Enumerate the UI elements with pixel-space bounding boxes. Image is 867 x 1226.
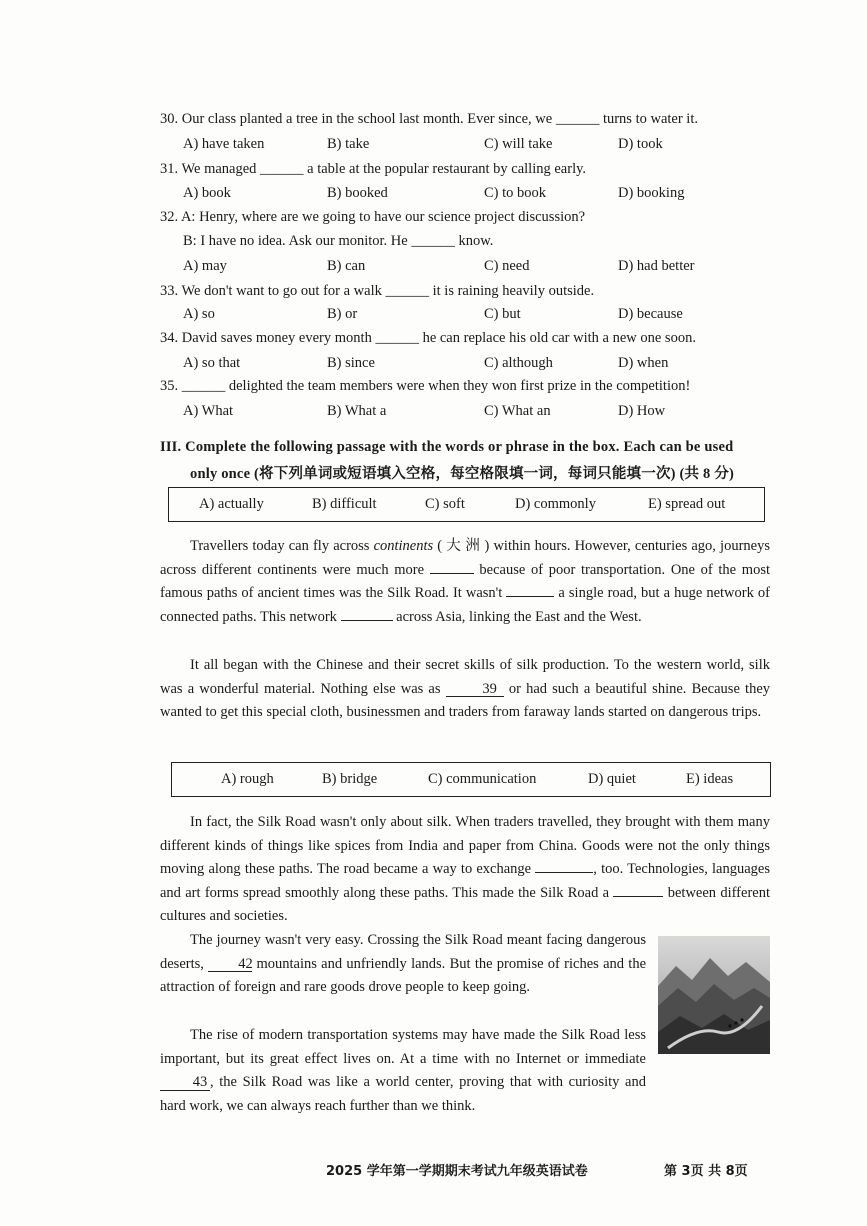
question-stem: 35. ______ delighted the team members were when they won first prize in the competition! xyxy=(160,378,691,394)
footer-page-number: 第 3页 共 8页 xyxy=(664,1164,748,1179)
option-c: C) need xyxy=(484,258,530,274)
option-d: D) had better xyxy=(618,258,695,274)
word-box-item: C) communication xyxy=(428,771,537,787)
blank-43[interactable]: 43 xyxy=(160,1075,210,1091)
question-stem: 33. We don't want to go out for a walk ______ it is raining heavily outside. xyxy=(160,283,595,299)
word-box-item: C) soft xyxy=(425,496,465,512)
passage-paragraph-4: The journey wasn't very easy. Crossing the Silk Road meant facing dangerous deserts, 42 mountains and unfriendly lands. But the promise of riches and the attraction of foreign and rare goods drove people to keep going. xyxy=(160,932,647,996)
option-b: B) since xyxy=(327,355,375,371)
section-title-line1: III. Complete the following passage with the words or phrase in the box. Each can be used xyxy=(160,439,734,455)
word-box-item: A) actually xyxy=(199,496,264,512)
footer-exam-title: 2025 学年第一学期期末考试九年级英语试卷 xyxy=(326,1164,588,1179)
passage-paragraph-1: Travellers today can fly across continents ( 大 洲 ) within hours. However, centuries ago, journeys across different continents were much more because of poor transportation. One of the most famous paths of ancient times was the Silk Road. It wasn't a single road, but a huge network of connected paths. This network across Asia, linking the East and the West. xyxy=(160,538,770,625)
passage-paragraph-2: It all began with the Chinese and their secret skills of silk production. To the western world, silk was a wonderful material. Nothing else was as 39 or had such a beautiful shine. Because they wanted to get this special cloth, businessmen and traders from faraway lands started on dangerous trips. xyxy=(160,657,770,721)
word-box-item: D) quiet xyxy=(588,771,636,787)
word-box-item: A) rough xyxy=(221,771,274,787)
blank-38[interactable] xyxy=(341,620,393,621)
option-c: C) although xyxy=(484,355,553,371)
word-box-2 xyxy=(171,762,771,797)
option-a: A) so that xyxy=(183,355,241,371)
option-c: C) to book xyxy=(484,185,547,201)
option-a: A) have taken xyxy=(183,136,265,152)
option-b: B) can xyxy=(327,258,366,274)
blank-40[interactable] xyxy=(535,872,593,873)
option-d: D) when xyxy=(618,355,669,371)
option-d: D) booking xyxy=(618,185,685,201)
passage-paragraph-3: In fact, the Silk Road wasn't only about silk. When traders travelled, they brought with them many different kinds of things like spices from India and paper from China. Goods were not the only things moving along these paths. The road became a way to exchange , too. Technologies, languages and art forms spread smoothly along these paths. This made the Silk Road a between different cultures and societies. xyxy=(160,814,770,925)
option-d: D) took xyxy=(618,136,663,152)
blank-41[interactable] xyxy=(613,896,663,897)
blank-36[interactable] xyxy=(430,573,474,574)
option-d: D) because xyxy=(618,306,683,322)
question-stem: 34. David saves money every month ______ he can replace his old car with a new one soon. xyxy=(160,330,696,346)
option-c: C) will take xyxy=(484,136,553,152)
silk-road-photo xyxy=(658,936,770,1054)
word-box-item: B) difficult xyxy=(312,496,377,512)
word-box-item: D) commonly xyxy=(515,496,596,512)
option-c: C) but xyxy=(484,306,521,322)
italic-term: continents xyxy=(373,538,434,554)
option-b: B) or xyxy=(327,306,358,322)
blank-37[interactable] xyxy=(506,596,554,597)
option-a: A) What xyxy=(183,403,234,419)
option-a: A) may xyxy=(183,258,227,274)
question-stem: 31. We managed ______ a table at the popular restaurant by calling early. xyxy=(160,161,587,177)
option-b: B) take xyxy=(327,136,370,152)
option-d: D) How xyxy=(618,403,666,419)
word-box-item: E) spread out xyxy=(648,496,726,512)
passage-paragraph-5: The rise of modern transportation systems may have made the Silk Road less important, but its great effect lives on. At a time with no Internet or immediate 43 , the Silk Road was like a world center, proving that with curiosity and hard work, we can always reach further than we think. xyxy=(160,1027,646,1114)
option-c: C) What an xyxy=(484,403,551,419)
blank-39[interactable]: 39 xyxy=(446,682,504,698)
word-box-item: B) bridge xyxy=(322,771,378,787)
option-a: A) book xyxy=(183,185,231,201)
section-title-line2: only once (将下列单词或短语填入空格，每空格限填一词，每词只能填一次) (共 8 分) xyxy=(190,466,735,482)
word-box-1 xyxy=(168,487,765,522)
question-stem: 32. A: Henry, where are we going to have our science project discussion? xyxy=(160,209,586,225)
option-b: B) booked xyxy=(327,185,388,201)
blank-42[interactable]: 42 xyxy=(208,957,252,973)
question-stem: 30. Our class planted a tree in the school last month. Ever since, we ______ turns to water it. xyxy=(160,111,698,127)
question-stem-2: B: I have no idea. Ask our monitor. He ______ know. xyxy=(183,233,494,249)
word-box-item: E) ideas xyxy=(686,771,734,787)
option-a: A) so xyxy=(183,306,215,322)
option-b: B) What a xyxy=(327,403,387,419)
